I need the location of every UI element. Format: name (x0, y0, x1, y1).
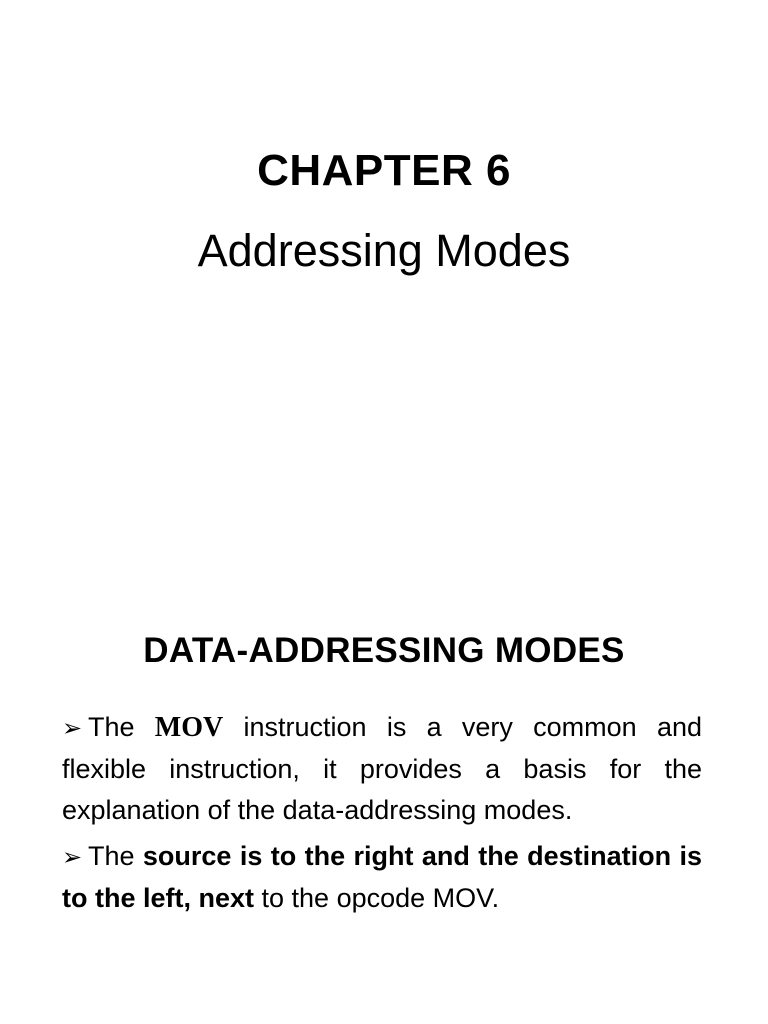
mov-keyword: MOV (154, 712, 224, 743)
bullet-text-lead: The (88, 712, 155, 742)
arrow-bullet-icon: ➢ (62, 843, 83, 871)
arrow-bullet-icon: ➢ (62, 714, 83, 742)
bullet-item-source-destination (62, 836, 702, 919)
bullet-list (62, 707, 702, 924)
bullet-item-mov-instruction (62, 707, 702, 831)
bullet-text-emphasis: source is to the right and the destination is to the left, next (62, 841, 702, 913)
slide-data-addressing-modes (0, 512, 768, 1024)
chapter-subtitle: Addressing Modes (197, 225, 571, 276)
bullet-text-body: instruction is a very common and flexible instruction, it provides a basis for the explanation of the data-addressing modes. (62, 712, 702, 825)
bullet-text-tail: to the opcode MOV. (254, 883, 500, 913)
bullet-text-lead: The (88, 841, 143, 871)
chapter-heading: CHAPTER 6 (257, 146, 511, 195)
section-heading: DATA-ADDRESSING MODES (143, 631, 625, 670)
